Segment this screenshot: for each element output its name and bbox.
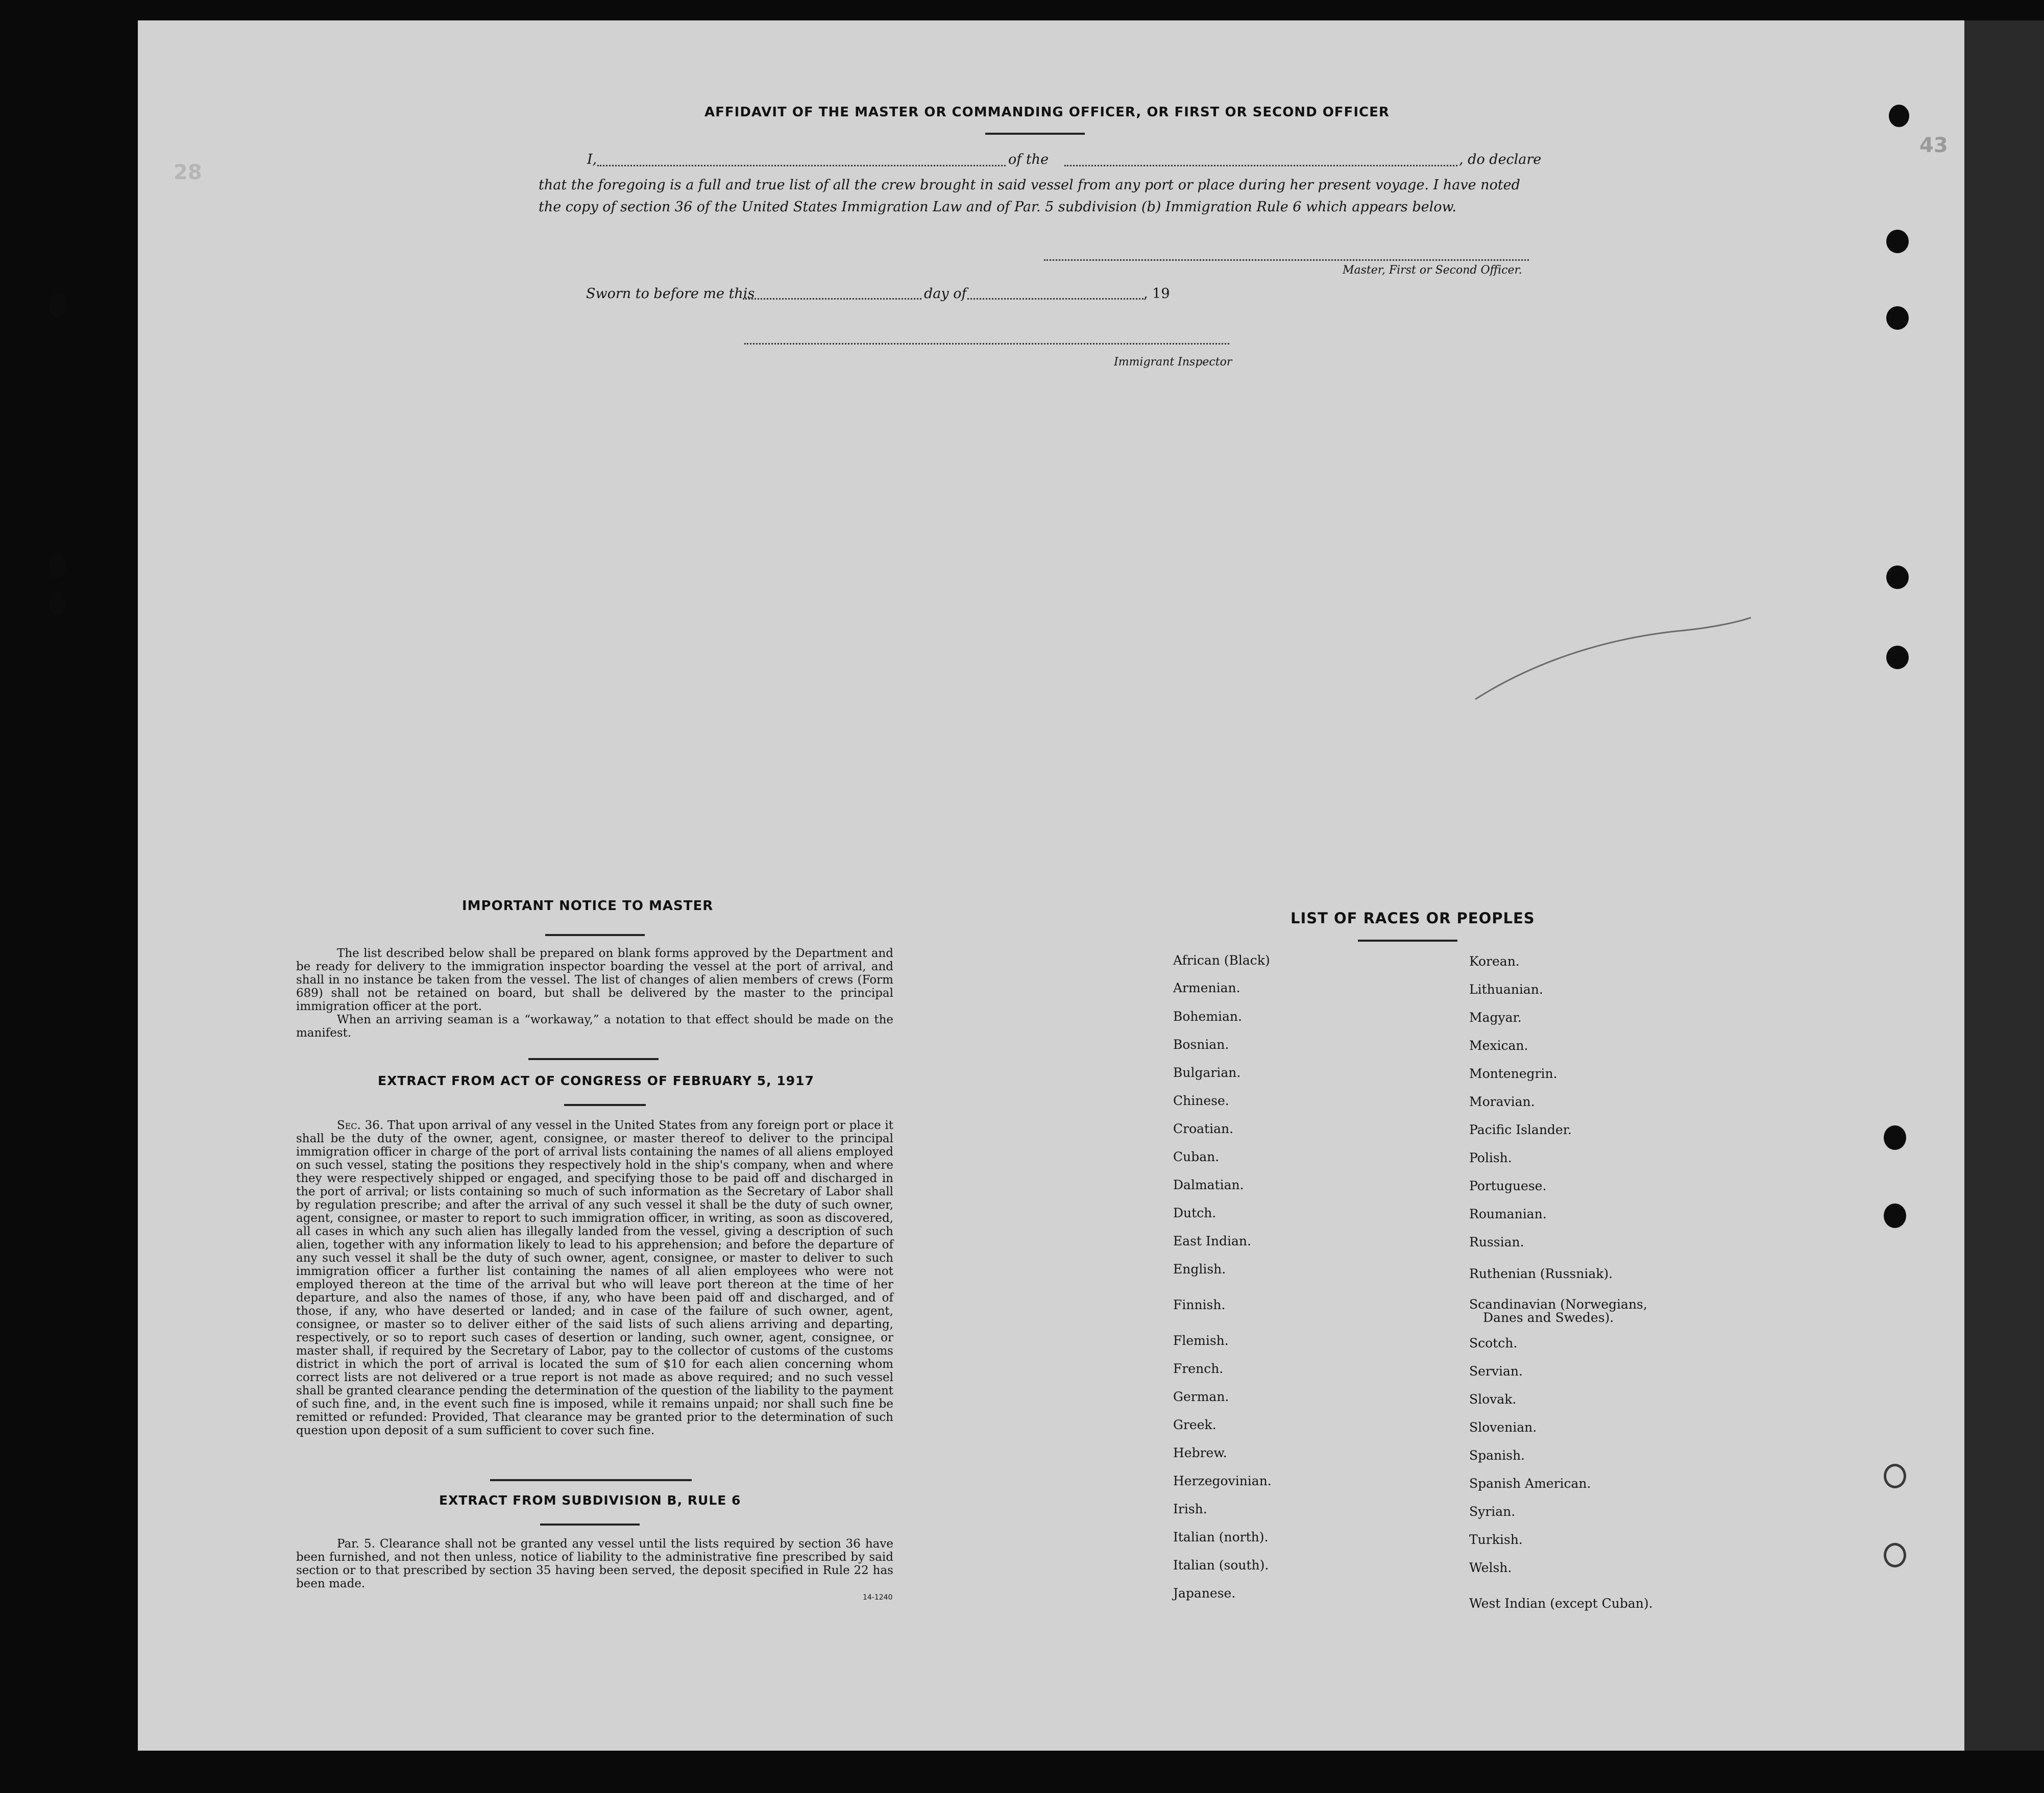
race-item: Irish.	[1173, 1502, 1207, 1516]
day-of-label: day of	[924, 286, 967, 302]
race-item: Roumanian.	[1469, 1207, 1547, 1221]
race-item: Spanish American.	[1469, 1476, 1591, 1491]
margin-mark: 28	[174, 161, 202, 184]
race-item: Servian.	[1469, 1364, 1523, 1379]
race-item: German.	[1173, 1389, 1229, 1404]
form-number: 14-1240	[863, 1593, 893, 1602]
section-label: Sec. 36.	[337, 1119, 384, 1132]
race-item: Welsh.	[1469, 1560, 1512, 1575]
race-item: Dutch.	[1173, 1206, 1216, 1220]
binder-hole	[1884, 1203, 1906, 1228]
year-prefix: , 19	[1143, 286, 1170, 302]
extract-act-title: EXTRACT FROM ACT OF CONGRESS OF FEBRUARY 5, 1917	[378, 1073, 814, 1088]
race-item: Italian (north).	[1173, 1530, 1269, 1544]
binder-hole	[1889, 105, 1909, 127]
race-item: Hebrew.	[1173, 1445, 1227, 1460]
binding-strip	[1964, 20, 2044, 1751]
master-signature-line[interactable]	[1044, 259, 1529, 261]
sworn-date-line[interactable]	[743, 298, 921, 300]
extract-rule-title-rule	[540, 1524, 640, 1526]
binder-hole	[1886, 230, 1909, 253]
notice-body	[296, 947, 893, 1040]
notice-paragraph-1: The list described below shall be prepared on blank forms approved by the Department and be ready for delivery to the immigration inspector boarding the vessel at the port of arrival, and shall in no instance be taken from the vessel. The list of changes of alien members of crews (Form 689) shall not be retained on board, but shall be delivered by the master to the principal immigration officer at the port.	[296, 947, 893, 1013]
race-item: Pacific Islander.	[1469, 1122, 1572, 1137]
race-item: Chinese.	[1173, 1093, 1229, 1108]
race-item: Ruthenian (Russniak).	[1469, 1266, 1613, 1281]
race-item: Finnish.	[1173, 1297, 1226, 1312]
extract-rule-body	[296, 1537, 893, 1590]
month-line[interactable]	[967, 298, 1143, 300]
notice-paragraph-2: When an arriving seaman is a “workaway,” a notation to that effect should be made on the manifest.	[296, 1013, 893, 1040]
affidavit-i-label: I,	[587, 152, 597, 167]
race-item: Danes and Swedes).	[1483, 1310, 1614, 1325]
race-item: Dalmatian.	[1173, 1177, 1244, 1192]
race-item: Italian (south).	[1173, 1558, 1269, 1573]
binder-hole	[1884, 1464, 1906, 1488]
binder-hole	[48, 554, 66, 578]
notice-title-rule	[545, 934, 645, 936]
race-item: Syrian.	[1469, 1504, 1516, 1519]
race-item: Scandinavian (Norwegians,	[1469, 1297, 1647, 1312]
pen-stroke	[1470, 602, 1756, 704]
section-36-text: That upon arrival of any vessel in the United States from any foreign port or place it shall be the duty of the owner, agent, consignee, or master thereof to deliver to the principal immigration officer in charge of the port of arrival lists containing the names of all aliens employed on such vessel, stating the positions they respectively hold in the ship's company, when and where they were respectively shipped or engaged, and specifying those to be paid off and discharged in the port of arrival; or lists containing so much of such information as the Secretary of Labor shall by regulation prescribe; and after the arrival of any such vessel it shall be the duty of such owner, agent, consignee, or master to report to such immigration officer, in writing, as soon as discovered, all cases in which any such alien has illegally landed from the vessel, giving a description of such alien, together with any information likely to lead to his apprehension; and before the departure of any such vessel it shall be the duty of such owner, agent, consignee, or master to deliver to such immigration officer a further list containing the names of all alien employees who were not employed thereon at the time of the arrival but who will leave port thereon at the time of her departure, and also the names of those, if any, who have been paid off and discharged, and of those, if any, who have deserted or landed; and in case of the failure of such owner, agent, consignee, or master so to deliver either of the said lists of such aliens arriving and departing, respectively, or so to report such cases of desertion or landing, such owner, agent, consignee, or master shall, if required by the Secretary of Labor, pay to the collector of customs of the customs district in which the port of arrival is located the sum of $10 for each alien concerning whom correct lists are not delivered or a true report is not made as above required; and no such vessel shall be granted clearance pending the determination of the question of the liability to the payment of such fine, and, in the event such fine is imposed, while it remains unpaid; nor shall such fine be remitted or refunded: Provided, That clearance may be granted prior to the determination of such question upon deposit of a sum sufficient to cover such fine.	[296, 1119, 893, 1437]
affidavit-title: AFFIDAVIT OF THE MASTER OR COMMANDING OFFICER, OR FIRST OR SECOND OFFICER	[704, 105, 1390, 120]
race-item: Flemish.	[1173, 1333, 1229, 1348]
race-item: Croatian.	[1173, 1121, 1234, 1136]
race-item: Slovenian.	[1469, 1420, 1537, 1435]
race-item: Magyar.	[1469, 1010, 1522, 1025]
master-signature-label: Master, First or Second Officer.	[1343, 264, 1522, 277]
race-item: Greek.	[1173, 1417, 1216, 1432]
section-rule	[528, 1058, 659, 1060]
race-item: Herzegovinian.	[1173, 1473, 1272, 1488]
affidavit-paragraph-line2: the copy of section 36 of the United States Immigration Law and of Par. 5 subdivision (b) Immigration Rule 6 which appears below.	[539, 199, 1457, 215]
race-item: Japanese.	[1173, 1586, 1236, 1601]
extract-act-title-rule	[564, 1104, 646, 1106]
races-title: LIST OF RACES OR PEOPLES	[1291, 910, 1535, 927]
affidavit-do-declare: , do declare	[1459, 152, 1542, 167]
name-line[interactable]	[597, 165, 1006, 166]
race-item: Bosnian.	[1173, 1037, 1229, 1052]
binder-hole	[1884, 1543, 1906, 1567]
race-item: Polish.	[1469, 1150, 1512, 1165]
race-item: Cuban.	[1173, 1149, 1220, 1164]
binder-hole	[48, 591, 66, 616]
extract-rule-title: EXTRACT FROM SUBDIVISION B, RULE 6	[439, 1493, 741, 1508]
title-underline	[985, 133, 1085, 135]
page-number: 43	[1919, 134, 1948, 157]
rule-paragraph: Par. 5. Clearance shall not be granted any vessel until the lists required by section 36 have been furnished, and not then unless, notice of liability to the administrative fine prescribed by said section or to that prescribed by section 35 having been served, the deposit specified in Rule 22 has been made.	[296, 1537, 893, 1590]
race-item: Spanish.	[1469, 1448, 1525, 1463]
binder-hole	[1886, 306, 1909, 330]
race-item: African (Black)	[1173, 953, 1270, 968]
section-rule	[490, 1479, 692, 1481]
race-item: East Indian.	[1173, 1234, 1251, 1248]
race-item: French.	[1173, 1361, 1224, 1376]
binder-hole	[1884, 1125, 1906, 1150]
document-page	[138, 20, 1975, 1751]
binder-hole	[48, 293, 66, 318]
inspector-signature-line[interactable]	[744, 343, 1229, 345]
race-item: Portuguese.	[1469, 1178, 1547, 1193]
race-item: Turkish.	[1469, 1532, 1523, 1547]
extract-act-body	[296, 1119, 893, 1437]
notice-title: IMPORTANT NOTICE TO MASTER	[462, 898, 714, 914]
race-item: Russian.	[1469, 1235, 1524, 1249]
race-item: Mexican.	[1469, 1038, 1528, 1053]
binder-hole	[1886, 646, 1909, 669]
inspector-label: Immigrant Inspector	[1114, 356, 1232, 369]
race-item: West Indian (except Cuban).	[1469, 1596, 1653, 1611]
race-item: Moravian.	[1469, 1094, 1535, 1109]
race-item: Lithuanian.	[1469, 982, 1543, 997]
affidavit-of-the-label: of the	[1008, 152, 1049, 167]
affidavit-paragraph-line1: that the foregoing is a full and true list of all the crew brought in said vessel from any port or place during her present voyage. I have noted	[539, 177, 1520, 193]
race-item: Korean.	[1469, 954, 1520, 969]
race-item: Montenegrin.	[1469, 1066, 1558, 1081]
race-item: Slovak.	[1469, 1392, 1517, 1407]
binder-hole	[1886, 566, 1909, 589]
sworn-label: Sworn to before me this	[586, 286, 755, 302]
vessel-line[interactable]	[1064, 165, 1457, 166]
race-item: Bulgarian.	[1173, 1065, 1241, 1080]
race-item: Armenian.	[1173, 980, 1240, 995]
race-item: English.	[1173, 1262, 1226, 1276]
race-item: Scotch.	[1469, 1336, 1518, 1350]
race-item: Bohemian.	[1173, 1009, 1242, 1024]
races-title-rule	[1358, 940, 1457, 942]
